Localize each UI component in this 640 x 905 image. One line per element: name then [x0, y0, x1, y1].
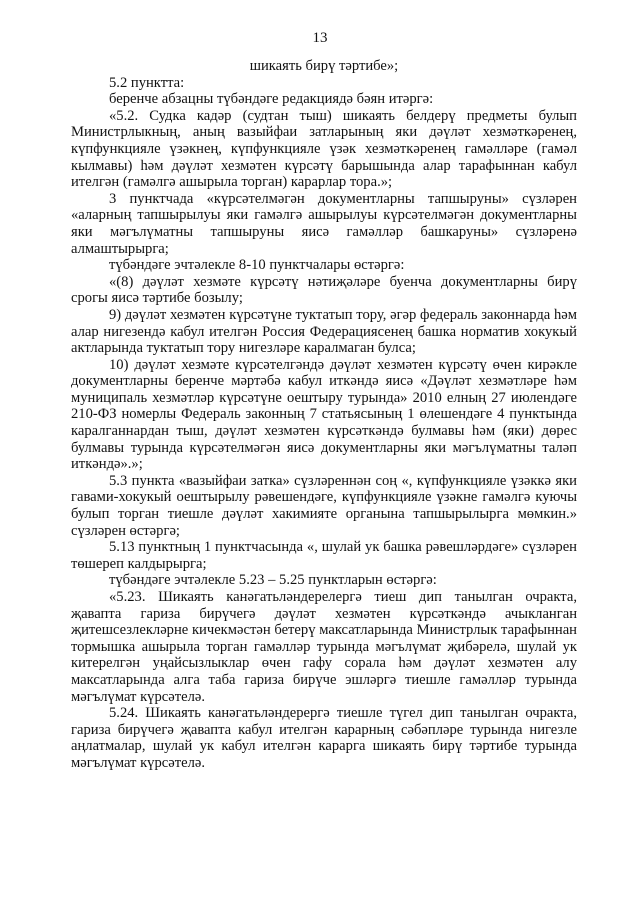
paragraph: түбәндәге эчтәлекле 5.23 – 5.25 пунктларын өстәргә: [109, 572, 437, 589]
document-body [71, 58, 577, 772]
paragraph: түбәндәге эчтәлекле 8-10 пунктчалары өстәргә: [109, 257, 405, 274]
paragraph: 5.2 пунктта: [109, 74, 185, 91]
paragraph: 5.13 пунктның 1 пунктчасында «, шулай ук башка рәвешләрдәге» сүзләрен төшереп калдырырга; [71, 539, 577, 572]
paragraph: беренче абзацны түбәндәге редакциядә бәян итәргә: [109, 91, 434, 108]
paragraph-heading-tail: шикаять бирү тәртибе»; [249, 58, 399, 74]
page-number: 13 [312, 30, 328, 46]
paragraph: «(8) дәүләт хезмәте күрсәтү нәтиҗәләре буенча документларны бирү срогы яисә тәртибе бозылу; [71, 273, 577, 307]
paragraph: 3 пунктчада «күрсәтелмәгән документларны тапшыруны» сүзләрен «аларның тапшырылуы яки гамәлгә ашырылуы күрсәтелмәгән документларны яки мәгълүматны тапшыруны яисә гамәлләр башкаруны» сүзләренә алмаштырырга; [71, 190, 577, 257]
paragraph: 9) дәүләт хезмәтен күрсәтүне туктатып тору, әгәр федераль законнарда һәм алар нигезендә кабул ителгән Россия Федерациясенең башка норматив хокукый актларында туктатып тору нигезләре каралмаган булса; [71, 306, 577, 357]
paragraph: «5.2. Судка кадәр (судтан тыш) шикаять белдерү предметы булып Министрлыкның, аның вазыйфаи затларының яки дәүләт хезмәткәренең, күпфункцияле үзәкнең, күпфункцияле үзәк хезмәткәренең гамәлләре (гамәл кылмавы) һәм дәүләт хезмәтен күрсәтү барышында алар тарафыннан кабул ителгән (гамәлгә ашырыла торган) карарлар тора.»; [71, 107, 577, 191]
paragraph: 5.24. Шикаять канәгатьләндерергә тиешле түгел дип танылган очракта, гариза бирүчегә җавапта кабул ителгән карарның сәбәпләре турында нигезле аңлатмалар, шулай ук кабул ителгән карарга шикаять бирү тәртибе турында мәгълүмат күрсәтелә. [71, 705, 577, 771]
paragraph: 5.3 пункта «вазыйфаи затка» сүзләреннән соң «, күпфункцияле үзәккә яки гавами-хокукый оештырылу рәвешендәге, күпфункцияле үзәкне гамәлгә куючы булып торган тиешле дәүләт хакимияте органына тапшырылырга мөмкин.» сүзләрен өстәргә; [71, 472, 577, 539]
paragraph: 10) дәүләт хезмәте күрсәтелгәндә дәүләт хезмәтен күрсәтү өчен кирәкле документларны беренче мәртәбә кабул иткәндә яисә «Дәүләт хезмәтләре һәм муниципаль хезмәтләр күрсәтүне оештыру турында» 2010 елның 27 июлендәге 210-ФЗ номерлы Федераль законның 7 статьясының 1 өлешендәге 4 пунктында каралганнардан тыш, дәүләт хезмәтен күрсәткәндә булмавы һәм (яки) дөрес булмавы турында күрсәтелмәгән яисә документларны яки мәгълүматны таләп иткәндә».»; [71, 356, 577, 473]
paragraph: «5.23. Шикаять канәгатьләндерелергә тиеш дип танылган очракта, җавапта гариза бирүчегә дәүләт хезмәтен күрсәткәндә ачыкланган җитешсезлекләрне кичекмәстән бетерү максатларында Министрлык тарафыннан тормышка ашырыла торган гамәлләр турында мәгълүмат җибәрелә, шулай ук китерелгән уңайсызлыклар өчен гафу сорала һәм дәүләт хезмәтен алу максатларында алга таба гариза бирүче эшләргә тиешле гамәлләр турында мәгълүмат күрсәтелә. [71, 589, 577, 705]
